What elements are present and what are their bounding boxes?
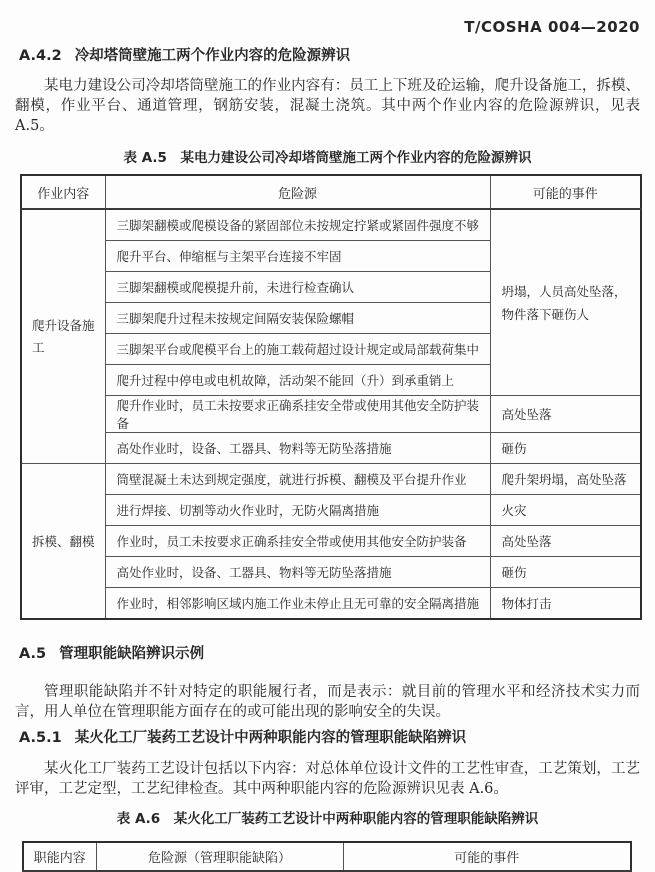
table-row	[21, 495, 641, 526]
hazard-cell: 爬升过程中停电或电机故障，活动架不能回（升）到承重销上	[105, 365, 490, 396]
table-row	[21, 526, 641, 557]
paragraph-a51: 某火化工厂装药工艺设计包括以下内容：对总体单位设计文件的工艺性审查，工艺策划，工艺评审，工艺定型，工艺纪律检查。其中两种职能内容的危险源辨识见表 A.6。	[15, 761, 640, 797]
hazard-cell: 作业时，员工未按要求正确系挂安全带或使用其他安全防护装备	[105, 526, 490, 557]
table-a5	[20, 174, 642, 620]
section-heading-a5	[19, 646, 640, 662]
section-number: A.4.2	[19, 48, 62, 64]
event-cell: 高处坠落	[490, 526, 641, 557]
paragraph-a42: 某电力建设公司冷却塔筒壁施工的作业内容有：员工上下班及砼运输，爬升设备施工，拆模、翻模，作业平台、通道管理，钢筋安装，混凝土浇筑。其中两个作业内容的危险源辨识，见表 A.5。	[15, 78, 640, 134]
hazard-cell: 三脚架爬升过程未按规定间隔安装保险螺帽	[105, 303, 490, 334]
hazard-cell: 高处作业时，设备、工器具、物料等无防坠落措施	[105, 557, 490, 588]
table-row	[21, 209, 641, 241]
event-cell: 高处坠落	[490, 396, 641, 433]
hazard-cell: 爬升平台、伸缩框与主架平台连接不牢固	[105, 241, 490, 272]
column-header-hazard-defect: 危险源（管理职能缺陷）	[96, 842, 343, 871]
table-row	[21, 396, 641, 433]
section-title: 某火化工厂装药工艺设计中两种职能内容的管理职能缺陷辨识	[74, 730, 467, 746]
event-cell-merged: 坍塌，人员高处坠落，物件落下砸伤人	[490, 209, 641, 396]
hazard-cell: 进行焊接、切割等动火作业时，无防火隔离措施	[105, 495, 490, 526]
column-header-event: 可能的事件	[343, 842, 631, 871]
event-cell: 砸伤	[490, 433, 641, 464]
activity-cell-climbing: 爬升设备施工	[21, 209, 105, 464]
event-cell: 砸伤	[490, 557, 641, 588]
hazard-cell: 作业时，相邻影响区域内施工作业未停止且无可靠的安全隔离措施	[105, 588, 490, 620]
paragraph-a5: 管理职能缺陷并不针对特定的职能履行者，而是表示：就目前的管理水平和经济技术实力而言，用人单位在管理职能方面存在的或可能出现的影响安全的失误。	[15, 684, 640, 720]
section-title: 冷却塔筒壁施工两个作业内容的危险源辨识	[74, 48, 351, 64]
section-number: A.5.1	[19, 730, 62, 746]
table-row	[21, 557, 641, 588]
column-header-event: 可能的事件	[490, 175, 641, 209]
event-cell: 爬升架坍塌，高处坠落	[490, 464, 641, 495]
section-title: 管理职能缺陷辨识示例	[59, 646, 205, 662]
event-cell: 物体打击	[490, 588, 641, 620]
activity-cell-formwork: 拆模、翻模	[21, 464, 105, 620]
section-heading-a51	[19, 730, 640, 746]
table-a6-header-row	[23, 842, 631, 871]
column-header-function: 职能内容	[23, 842, 96, 871]
column-header-hazard: 危险源	[105, 175, 490, 209]
table-row	[21, 588, 641, 620]
table-a5-caption: 表 A.5 某电力建设公司冷却塔筒壁施工两个作业内容的危险源辨识	[123, 150, 532, 166]
column-header-activity: 作业内容	[21, 175, 105, 209]
section-heading-a42	[19, 48, 640, 64]
hazard-cell: 爬升作业时，员工未按要求正确系挂安全带或使用其他安全防护装备	[105, 396, 490, 433]
table-a5-header-row	[21, 175, 641, 209]
doc-number: T/COSHA 004—2020	[464, 18, 640, 36]
hazard-cell: 三脚架平台或爬模平台上的施工载荷超过设计规定或局部载荷集中	[105, 334, 490, 365]
table-a6-caption: 表 A.6 某火化工厂装药工艺设计中两种职能内容的管理职能缺陷辨识	[116, 811, 539, 827]
hazard-cell: 三脚架翻模或爬模设备的紧固部位未按规定拧紧或紧固件强度不够	[105, 209, 490, 241]
hazard-cell: 高处作业时，设备、工器具、物料等无防坠落措施	[105, 433, 490, 464]
section-number: A.5	[19, 646, 47, 662]
table-a6	[22, 841, 632, 872]
event-cell: 火灾	[490, 495, 641, 526]
hazard-cell: 筒壁混凝土未达到规定强度，就进行拆模、翻模及平台提升作业	[105, 464, 490, 495]
table-row	[21, 433, 641, 464]
hazard-cell: 三脚架翻模或爬模提升前，未进行检查确认	[105, 272, 490, 303]
table-row	[21, 464, 641, 495]
